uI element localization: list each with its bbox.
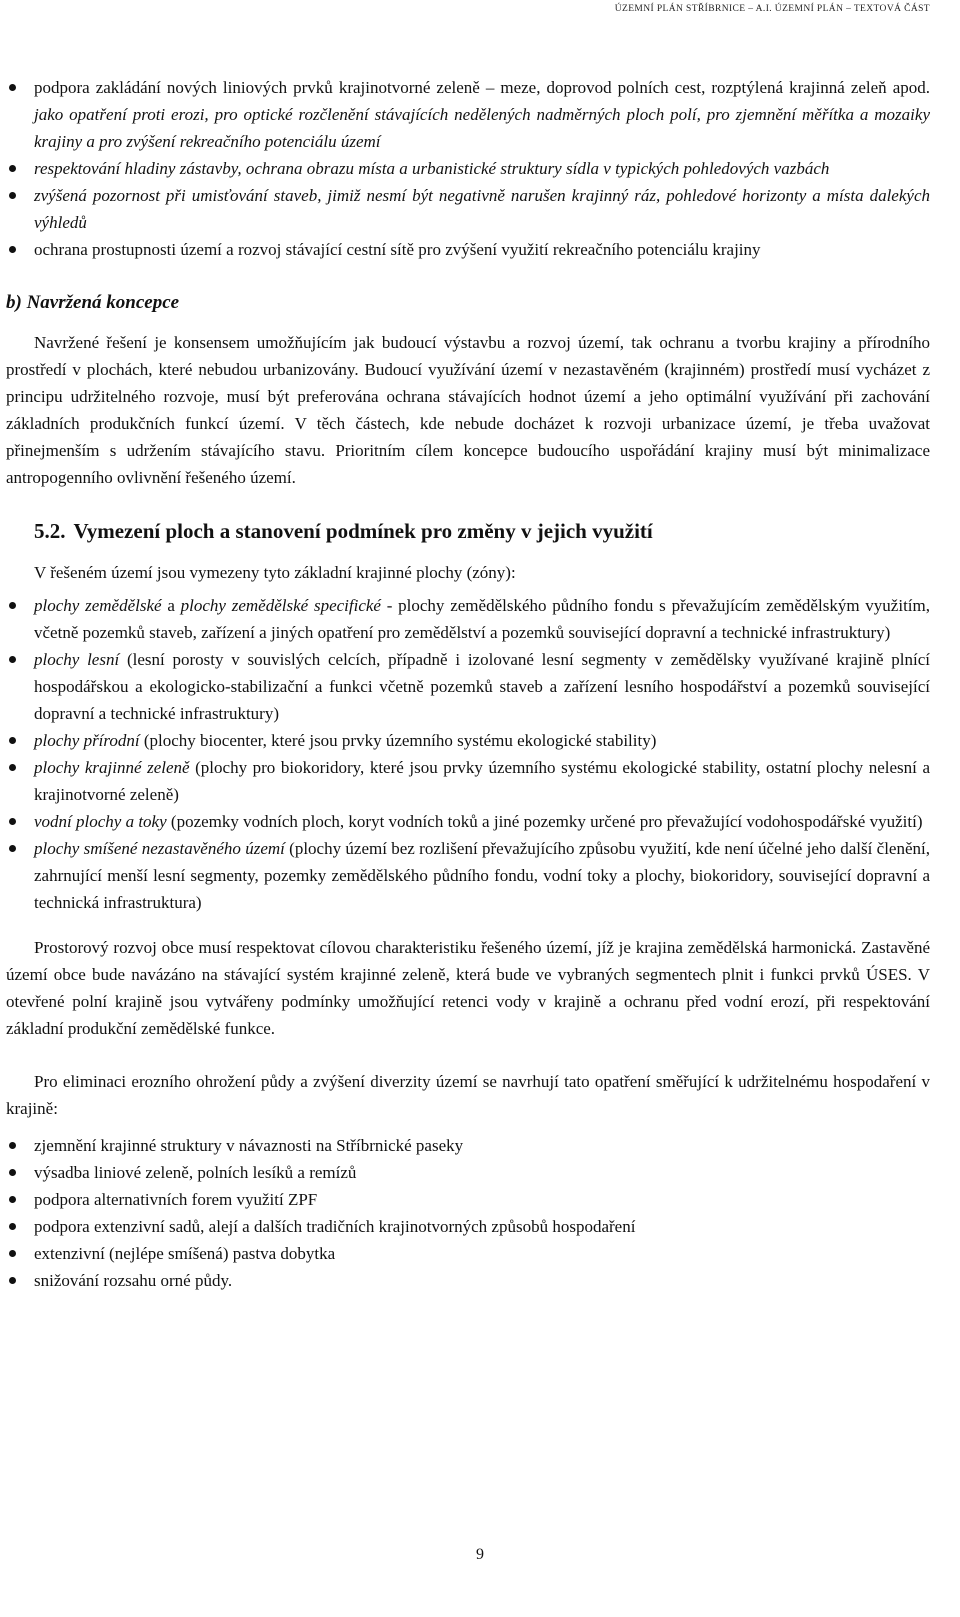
zone-term: plochy krajinné zeleně (34, 758, 190, 777)
list-item-text-italic: respektování hladiny zástavby, ochrana obrazu místa a urbanistické struktury sídla v typických pohledových vazbách (34, 159, 830, 178)
measures-list (6, 1132, 930, 1294)
list-item: výsadba liniové zeleně, polních lesíků a remízů (6, 1159, 930, 1186)
list-item-text-italic: zvýšená pozornost při umisťování staveb, jimiž nesmí být negativně narušen krajinný ráz, pohledové horizonty a místa dalekých výhledů (34, 186, 930, 232)
list-item (6, 808, 930, 835)
section-5-2-heading (34, 517, 930, 545)
zone-term: plochy smíšené nezastavěného území (34, 839, 285, 858)
zones-lead: V řešeném území jsou vymezeny tyto základní krajinné plochy (zóny): (34, 563, 516, 582)
list-item: snižování rozsahu orné půdy. (6, 1267, 930, 1294)
zone-description: - plochy zemědělského půdního fondu s převažujícím zemědělským využitím, včetně pozemků staveb, zařízení a jiných opatření pro zemědělství a pozemků související dopravní a technické infrastruktury) (34, 596, 930, 642)
zone-description: (plochy pro biokoridory, které jsou prvky územního systému ekologické stability, ostatní plochy nelesní a krajinotvorné zeleně) (34, 758, 930, 804)
zone-description: (plochy biocenter, které jsou prvky územního systému ekologické stability) (139, 731, 657, 750)
zone-description: (lesní porosty v souvislých celcích, případně i izolované lesní segmenty v zemědělsky využívané krajině plnící hospodářskou a ekologicko-stabilizační a funkci včetně pozemků staveb a zařízení lesního hospodářství a pozemků související dopravní a technické infrastruktury) (34, 650, 930, 723)
zone-connector: a (161, 596, 181, 615)
section-title: Vymezení ploch a stanovení podmínek pro změny v jejich využití (73, 519, 653, 543)
list-item (6, 236, 930, 263)
list-item (6, 74, 930, 155)
list-item (6, 727, 930, 754)
list-item (6, 754, 930, 808)
list-item-text: podpora zakládání nových liniových prvků krajinotvorné zeleně – meze, doprovod polních cest, rozptýlená krajinná zeleň apod. (34, 78, 930, 97)
list-item: podpora alternativních forem využití ZPF (6, 1186, 930, 1213)
list-item (6, 835, 930, 916)
list-item-text-italic: jako opatření proti erozi, pro optické rozčlenění stávajících nedělených nadměrných ploch polí, pro zjemnění měřítka a mozaiky krajiny a pro zvýšení rekreačního potenciálu území (34, 105, 930, 151)
list-item (6, 155, 930, 182)
intro-bullet-list (6, 74, 930, 263)
list-item (6, 646, 930, 727)
list-item-text: ochrana prostupnosti území a rozvoj stávající cestní sítě pro zvýšení využití rekreačního potenciálu krajiny (34, 240, 761, 259)
zones-list (6, 592, 930, 916)
section-number: 5.2. (34, 519, 66, 543)
zone-term: plochy přírodní (34, 731, 140, 750)
zone-term: vodní plochy a toky (34, 812, 167, 831)
spatial-development-paragraph: Prostorový rozvoj obce musí respektovat cílovou charakteristiku řešeného území, jíž je krajina zemědělská harmonická. Zastavěné území obce bude navázáno na stávající systém krajinné zeleně, která bude ve vybraných segmentech plnit i funkci prvků ÚSES. V otevřené polní krajině jsou vytvářeny podmínky umožňující retenci vody v krajině a ochranu před vodní erozí, při respektování základní produkční zemědělské funkce. (6, 938, 930, 1038)
section-b-heading: b) Navržená koncepce (6, 292, 180, 313)
zone-term: plochy zemědělské (34, 596, 162, 615)
list-item: extenzivní (nejlépe smíšená) pastva dobytka (6, 1240, 930, 1267)
list-item (6, 592, 930, 646)
page-content (6, 74, 930, 1294)
list-item (6, 182, 930, 236)
list-item: podpora extenzivní sadů, alejí a dalších tradičních krajinotvorných způsobů hospodaření (6, 1213, 930, 1240)
zone-description: (pozemky vodních ploch, koryt vodních toků a jiné pozemky určené pro převažující vodohospodářské využití) (166, 812, 923, 831)
section-b-paragraph: Navržené řešení je konsensem umožňujícím jak budoucí výstavbu a rozvoj území, tak ochranu a tvorbu krajiny a přírodního prostředí v plochách, které nebudou urbanizovány. Budoucí využívání území v nezastavěném (krajinném) prostředí musí vycházet z principu udržitelného rozvoje, musí být preferována ochrana stávajících hodnot území a jeho optimální využívání při zachování základních produkčních funkcí území. V těch částech, kde nebude docházet k rozvoji urbanizace území, je třeba uvažovat přinejmenším s udržením stávajícího stavu. Prioritním cílem koncepce budoucího uspořádání krajiny musí být minimalizace antropogenního ovlivnění řešeného území. (6, 333, 930, 487)
erosion-paragraph: Pro eliminaci erozního ohrožení půdy a zvýšení diverzity území se navrhují tato opatření směřující k udržitelnému hospodaření v krajině: (6, 1072, 930, 1118)
list-item: zjemnění krajinné struktury v návaznosti na Stříbrnické paseky (6, 1132, 930, 1159)
zone-term-2: plochy zemědělské specifické (180, 596, 381, 615)
zone-description: (plochy území bez rozlišení převažujícího způsobu využití, kde není účelné jeho další členění, zahrnující menší lesní segmenty, pozemky zemědělského půdního fondu, vodní toky a plochy, biokoridory, související dopravní a technická infrastruktura) (34, 839, 930, 912)
page-number: 9 (476, 1546, 484, 1563)
running-header: ÚZEMNÍ PLÁN STŘÍBRNICE – A.I. ÚZEMNÍ PLÁN – TEXTOVÁ ČÁST (614, 4, 930, 14)
zone-term: plochy lesní (34, 650, 120, 669)
